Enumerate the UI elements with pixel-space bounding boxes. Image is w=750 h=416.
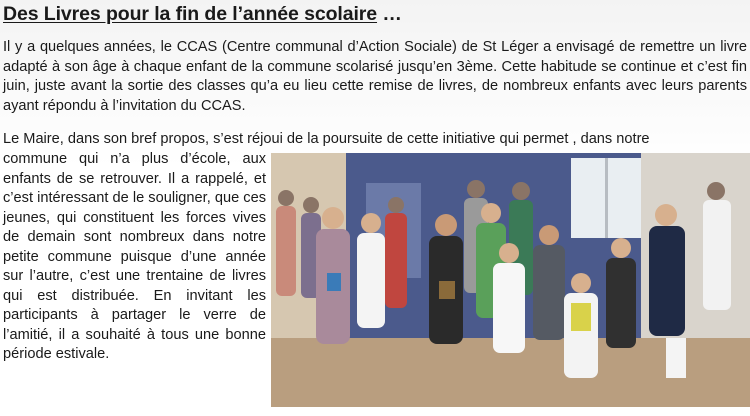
- article-title-ellipsis: …: [382, 3, 402, 25]
- article-paragraph-intro: Il y a quelques années, le CCAS (Centre communal d’Action Sociale) de St Léger a envisagé de remettre un livre adapté à son âge à chaque enfant de la commune scolarisé jusqu’en 3ème. Cette habitude se continue et c’est fin juin, juste avant la sortie des classes qu’a eu lieu cette remise de livres, de nombreux enfants avec leurs parents ayant répondu à l’invitation du CCAS.: [3, 39, 747, 114]
- article-title: [3, 3, 402, 26]
- group-photo: [271, 153, 750, 407]
- article-paragraph-mayor: Le Maire, dans son bref propos, s’est réjoui de la poursuite de cette initiative qui permet , dans notre: [3, 131, 650, 147]
- group-photo-illustration: [271, 153, 750, 407]
- article-paragraph-continuation: commune qui n’a plus d’école, aux enfants de se retrouver. Il a rappelé, et c’est intéressant de le souligner, que ces jeunes, qui constituent les forces vives de demain sont nombreux dans notre petite commune puisque d’une année sur l’autre, c’est une trentaine de livres qui est distribuée. En invitant les participants à partager le verre de l’amitié, il a souhaité à tous une bonne période estivale.: [3, 151, 266, 362]
- article-title-text: Des Livres pour la fin de l’année scolaire: [3, 3, 378, 25]
